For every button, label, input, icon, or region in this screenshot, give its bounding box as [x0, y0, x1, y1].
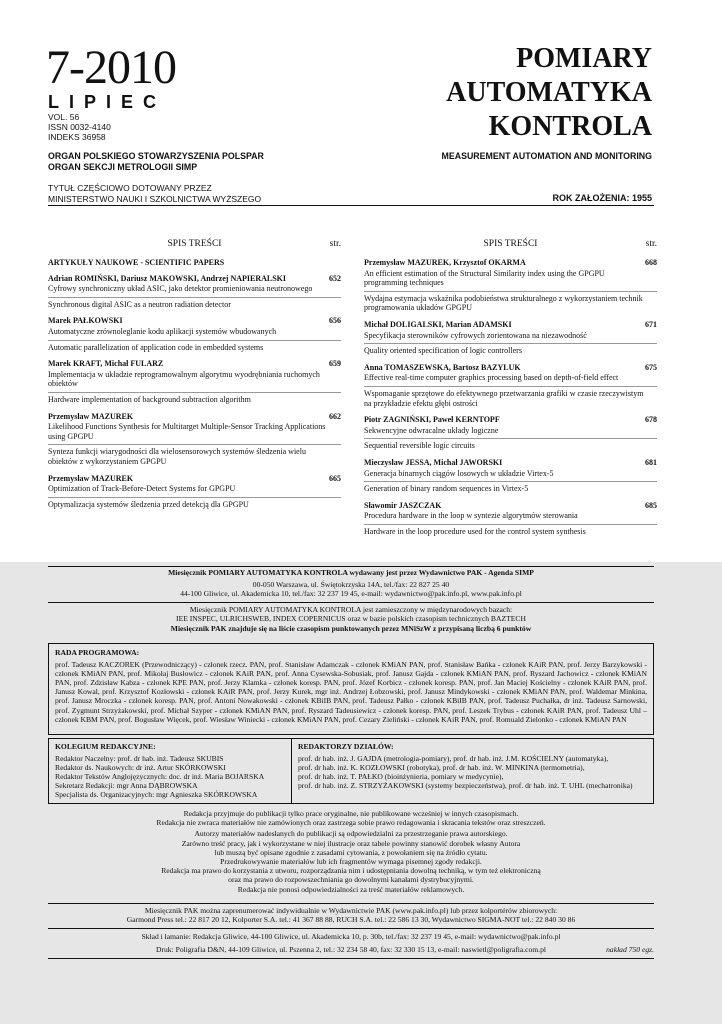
section-editors-label: REDAKTORZY DZIAŁÓW: — [298, 742, 394, 751]
editorial-college-member: Redaktor ds. Naukowych: dr inż. Artur SKÓRKOWSKI — [55, 763, 226, 773]
toc-entry-title: Optimization of Track-Before-Detect Systems for GPGPU — [48, 484, 236, 494]
toc-entry-authors: Marek KRAFT, Michał FULARZ — [48, 359, 164, 369]
issue-month: LIPIEC — [48, 92, 167, 112]
toc-entry-title-translation: Hardware implementation of background subtraction algorithm — [48, 394, 251, 404]
editorial-college-member: Redaktor Tekstów Anglojęzycznych: doc. dr inż. Maria BOJARSKA — [55, 772, 265, 782]
toc-entry-title-translation: Wydajna estymacja wskaźnika podobieństwa strukturalnego z wykorzystaniem technik programowania układów GPGPU — [364, 293, 643, 313]
toc-entry — [364, 258, 657, 313]
indexing-info — [48, 605, 654, 634]
toc-entry-page: 659 — [329, 359, 341, 369]
circulation: nakład 750 egz. — [606, 945, 654, 954]
founded-year: ROK ZAŁOŻENIA: 1955 — [552, 193, 652, 203]
toc-page-label: str. — [645, 239, 657, 249]
toc-entry-title-translation: Wspomaganie sprzętowe do efektywnego przetwarzania grafiki w czasie rzeczywistym na przykładzie efektu głębi ostrości — [364, 388, 644, 408]
toc-entry-separator — [48, 392, 341, 393]
toc-entry-authors: Michał DOLIGALSKI, Marian ADAMSKI — [364, 319, 512, 329]
toc-entry — [364, 415, 657, 451]
toc-entry-authors: Przemysław MAZUREK, Krzysztof OKARMA — [364, 258, 526, 267]
issn: ISSN 0032-4140 — [48, 122, 111, 132]
toc-section-header: ARTYKUŁY NAUKOWE - SCIENTIFIC PAPERS — [48, 258, 225, 267]
indexing-line: Miesięcznik POMIARY AUTOMATYKA KONTROLA jest zamieszczony w międzynarodowych bazach: — [189, 605, 513, 614]
toc-page-label: str. — [329, 239, 341, 249]
organ-line: ORGAN SEKCJI METROLOGII SIMP — [48, 162, 198, 172]
divider — [48, 928, 654, 929]
toc-entry-title-translation: Sequential reversible logic circuits — [364, 441, 475, 451]
section-editors — [292, 739, 653, 803]
program-council-label: RADA PROGRAMOWA: — [55, 648, 140, 657]
printer-line: Druk: Poligrafia D&N, 44-109 Gliwice, ul. Pszenna 2, tel.: 32 234 58 40, fax: 32 330 15 13, e-mail: naswietl@poligrafia.com.pl — [156, 945, 546, 954]
program-council — [48, 643, 654, 735]
toc-entry — [364, 501, 657, 537]
toc-entry-page: 652 — [329, 273, 341, 283]
toc-entry-title: An efficient estimation of the Structural Similarity index using the GPGPU programming techniques — [364, 268, 605, 288]
policy-line: oraz ma prawo do rozpowszechniania go dowolnymi kanałami dystrybucyjnymi. — [228, 875, 474, 885]
policy-line: Przedrukowywanie materiałów lub ich fragmentów wymaga pisemnej zgody redakcji. — [220, 857, 482, 867]
policy-line: Redakcja przyjmuje do publikacji tylko prace oryginalne, nie publikowane wcześniej w innych czasopismach. — [183, 809, 519, 818]
editorial-college — [49, 739, 292, 803]
section-editor-line: prof. dr hab. inż. T. PAŁKO (bioinżynieria, pomiary w medycynie), — [298, 772, 504, 782]
volume: VOL. 56 — [48, 112, 80, 122]
toc-entry-page: 665 — [329, 473, 341, 483]
policy-line: lub muszą być opisane zgodnie z zasadami cytowania, z powołaniem się na źródło cytatu. — [214, 847, 488, 857]
toc-entry-separator — [48, 297, 341, 298]
policy-line: Zarówno treść pracy, jak i wykorzystane w niej ilustracje oraz tabele powinny stanowić dorobek własny Autora — [181, 838, 521, 848]
toc-entry-authors: Przemysław MAZUREK — [48, 473, 134, 483]
toc-entry-separator — [48, 497, 341, 498]
editorial-policy — [48, 809, 654, 894]
toc-entry-separator — [364, 524, 657, 525]
toc-entry-title-translation: Optymalizacja systemów śledzenia przed detekcją dla GPGPU — [48, 499, 249, 509]
toc-entry-authors: Marek PAŁKOWSKI — [48, 316, 123, 326]
toc-entry-title: Implementacja w układzie reprogramowalnym algorytmu wyodrębniania ruchomych obiektów — [48, 369, 320, 389]
imprint-bottom-rule — [48, 958, 654, 959]
imprint-top-rule — [48, 566, 654, 567]
organ-info — [48, 151, 264, 173]
toc-entry-authors: Anna TOMASZEWSKA, Bartosz BAZYLUK — [364, 362, 521, 372]
toc-entry-authors: Piotr ZAGNIŃSKI, Paweł KERNTOPF — [364, 415, 500, 425]
volume-info — [48, 112, 111, 142]
toc-entry-page: 685 — [645, 500, 657, 510]
toc-entry-title-translation: Hardware in the loop procedure used for the control system synthesis — [364, 526, 586, 536]
subscription-line: Garmond Press tel.: 22 817 20 12, Kolporter S.A. tel.: 41 367 88 88, RUCH S.A. tel.: 22 586 13 30, Wydawnictwo SIGMA-NOT tel.: 22 840 30 86 — [126, 915, 576, 925]
magazine-title-line: KONTROLA — [488, 111, 652, 142]
toc-entry — [364, 363, 657, 408]
toc-entry — [364, 320, 657, 356]
issue-number: 7-2010 — [46, 41, 176, 94]
toc-entry-title-translation: Synchronous digital ASIC as a neutron radiation detector — [48, 299, 231, 309]
typesetting-info: Skład i łamanie: Redakcja Gliwice, 44-100 Gliwice, ul. Akademicka 10, p. 30b, tel./fax: 32 237 19 45, e-mail: wydawnictwo@pak.info.pl — [141, 932, 561, 941]
toc-entry-title: Procedura hardware in the loop w syntezie algorytmów sterowania — [364, 511, 578, 521]
toc-entry-page: 671 — [645, 319, 657, 329]
toc-entry — [48, 316, 341, 352]
toc-entry-title-translation: Synteza funkcji wiarygodności dla wielosensorowych systemów śledzenia wielu obiektów z wykorzystaniem GPGPU — [48, 447, 306, 466]
toc-entry-page: 681 — [645, 457, 657, 467]
toc-entry — [48, 274, 341, 310]
publisher-line: Miesięcznik POMIARY AUTOMATYKA KONTROLA wydawany jest przez Wydawnictwo PAK - Agenda SIMP — [168, 568, 534, 577]
toc-entry-title: Specyfikacja sterowników cyfrowych zorientowana na niezawodność — [364, 330, 587, 340]
subsidy-line: TYTUŁ CZĘŚCIOWO DOTOWANY PRZEZ — [48, 183, 212, 193]
policy-line: Redakcja nie zwraca materiałów nie zamówionych oraz zastrzega sobie prawo redagowania i skracania tekstów oraz streszczeń. — [156, 818, 546, 828]
subscription-line: Miesięcznik PAK można zaprenumerować indywidualnie w Wydawnictwie PAK (www.pak.info.pl) lub przez kolportérów zbiorowych: — [144, 906, 558, 915]
toc-entry-authors: Adrian ROMIŃSKI, Dariusz MAKOWSKI, Andrzej NAPIERALSKI — [48, 273, 287, 283]
toc-entry-separator — [48, 444, 341, 445]
toc-entry-title: Sekwencyjne odwracalne układy logiczne — [364, 425, 499, 435]
toc-entry-separator — [364, 386, 657, 387]
toc-entry-page: 662 — [329, 411, 341, 421]
policy-line: Autorzy materiałów nadesłanych do publikacji są odpowiedzialni za przestrzeganie prawa autorskiego. — [194, 829, 508, 839]
toc-entry-page: 668 — [645, 258, 657, 267]
editorial-college-member: Specjalista ds. Organizacyjnych: mgr Agnieszka SKÓRKOWSKA — [55, 790, 258, 800]
toc-entry-separator — [364, 291, 657, 292]
organ-line: ORGAN POLSKIEGO STOWARZYSZENIA POLSPAR — [48, 151, 264, 161]
toc-heading — [364, 240, 657, 258]
publisher-info — [48, 568, 654, 599]
subsidy-info — [48, 183, 261, 205]
toc-entry-page: 656 — [329, 316, 341, 326]
toc-entry — [48, 474, 341, 510]
magazine-title — [446, 42, 652, 144]
editorial-board — [48, 738, 654, 804]
policy-line: Redakcja ma prawo do korzystania z utworu, rozporządzania nim i udostępniania dowolną techniką, w tym też elektroniczną — [161, 866, 541, 876]
toc-entry-authors: Mieczysław JESSA, Michał JAWORSKI — [364, 457, 503, 467]
toc-entry-authors: Sławomir JASZCZAK — [364, 500, 442, 510]
toc-title: SPIS TREŚCI — [483, 239, 538, 249]
toc-entry-title: Generacja binarnych ciągów losowych w układzie Virtex-5 — [364, 468, 554, 478]
toc-entry-title-translation: Generation of binary random sequences in Virtex-5 — [364, 484, 529, 494]
address-warsaw: 00-050 Warszawa, ul. Świętokrzyska 14A, tel./fax: 22 827 25 40 — [252, 580, 450, 590]
subscription-info — [48, 906, 654, 924]
header-divider — [48, 205, 654, 206]
divider — [48, 602, 654, 603]
editorial-college-member: Redaktor Naczelny: prof. dr hab. inż. Tadeusz SKUBIS — [55, 754, 224, 764]
toc-left-column — [48, 240, 341, 516]
toc-title: SPIS TREŚCI — [167, 239, 222, 249]
section-editor-line: prof. dr hab. inż. Z. STRZYŻAKOWSKI (systemy bezpieczeństwa), prof. dr hab. inż. T. UHL (mechatronika) — [298, 781, 633, 791]
magazine-title-line: POMIARY — [516, 43, 652, 74]
toc-entry-separator — [364, 343, 657, 344]
subsidy-line: MINISTERSTWO NAUKI I SZKOLNICTWA WYŻSZEGO — [48, 194, 262, 204]
toc-entry-title: Cyfrowy synchroniczny układ ASIC, jako detektor promieniowania neutronowego — [48, 284, 313, 294]
toc-heading — [48, 240, 341, 258]
toc-entry-title: Effective real-time computer graphics processing based on depth-of-field effect — [364, 373, 619, 383]
magazine-title-line: AUTOMATYKA — [446, 77, 652, 108]
policy-line: Redakcja nie ponosi odpowiedzialności za treść materiałów reklamowych. — [237, 884, 465, 894]
toc-entry-title-translation: Automatic parallelization of application code in embedded systems — [48, 342, 264, 352]
toc-entry — [48, 359, 341, 404]
program-council-members: prof. Tadeusz KACZOREK (Przewodniczący) - członek rzecz. PAN, prof. Stanisław Adamczak - członek KMiAN PAN, prof. Stanisław Bańka - członek KAiR PAN, prof. Jerzy Barzykowski - członek KMiAN PAN, prof. Mikołaj Busłowicz - członek KAiR PAN, prof. Anna Cysewska-Sobusiak, prof. Janusz Gajda - członek KMiAN PAN, prof. Ryszard Jachowicz - członek KMiAN PAN, prof. Zdzisław Kabza - członek KPE PAN, prof. Jerzy Klamka - członek koresp. PAN, prof. Józef Korbicz - członek koresp. PAN, prof. Jan Maciej Kościelny - członek KAiR PAN, prof. Janusz Kowal, prof. Krzysztof Kozłowski - członek KAiR PAN, prof. Jerzy Kurek, mgr inż. Andrzej Łobzowski, prof. Janusz Mindykowski - członek KMiAN PAN, prof. Waldemar Minkina, prof. Janusz Mroczka - członek koresp. PAN, prof. Antoni Nowakowski - członek KBiIB PAN, prof. Tadeusz Pałko - członek KBiIB PAN, prof. Tadeusz Puchałka, dr inż. Tadeusz Sarnowski, prof. Zygmunt Strzyżakowski, prof. Michał Szyper - członek KMiAN PAN, prof. Ryszard Tadeusiewicz - członek koresp. PAN, prof. Leszek Trybus - członek KAiR PAN, prof. Tadeusz Uhl – członek KBM PAN, prof. Bogusław Więcek, prof. Wiesław Winiecki - członek KMiAN PAN, prof. Cezary Zieliński - członek KAiR PAN, prof. Romuald Zielonko - członek KMiAN PAN — [55, 660, 647, 724]
toc-entry-separator — [364, 481, 657, 482]
toc-right-column — [364, 240, 657, 543]
toc-entry — [364, 458, 657, 494]
toc-entry-separator — [48, 340, 341, 341]
toc-entry-title-translation: Quality oriented specification of logic controllers — [364, 346, 522, 356]
divider — [48, 903, 654, 904]
indexing-line: IEE INSPEC, ULRICHSWEB, INDEX COPERNICUS oraz w bazie polskich czasopism technicznych BAZTECH — [176, 614, 526, 624]
editorial-college-member: Sekretarz Redakcji: mgr Anna DĄBROWSKA — [55, 781, 198, 791]
editorial-college-label: KOLEGIUM REDAKCYJNE: — [55, 742, 156, 751]
toc-entry-authors: Przemysław MAZUREK — [48, 411, 134, 421]
toc-entry — [48, 412, 341, 467]
toc-entry-page: 678 — [645, 415, 657, 425]
toc-entry-title: Likelihood Functions Synthesis for Multitarget Multiple-Sensor Tracking Applications using GPGPU — [48, 422, 326, 441]
address-gliwice: 44-100 Gliwice, ul. Akademicka 10, tel./fax: 32 237 19 45, e-mail: wydawnictwo@pak.info.pl, www.pak.info.pl — [180, 589, 522, 599]
toc-entry-page: 675 — [645, 362, 657, 372]
section-editor-line: prof. dr hab. inż. K. KOZŁOWSKI (robotyka), prof. dr hab. inż. W. MINKINA (termometria), — [298, 763, 585, 773]
section-editor-line: prof. dr hab. inż. J. GAJDA (metrologia-pomiary), prof. dr hab. inż. J.M. KOŚCIELNY (automatyka), — [298, 754, 609, 764]
ministry-points: Miesięcznik PAK znajduje się na liście czasopism punktowanych przez MNiSzW z przypisaną liczbą 6 punktów — [170, 624, 532, 634]
toc-entry-title: Automatyczne zrównoleglanie kodu aplikacji systemów wbudowanych — [48, 326, 277, 336]
toc-entry-separator — [364, 438, 657, 439]
english-title: MEASUREMENT AUTOMATION AND MONITORING — [441, 151, 652, 161]
indeks: INDEKS 36958 — [48, 132, 106, 142]
